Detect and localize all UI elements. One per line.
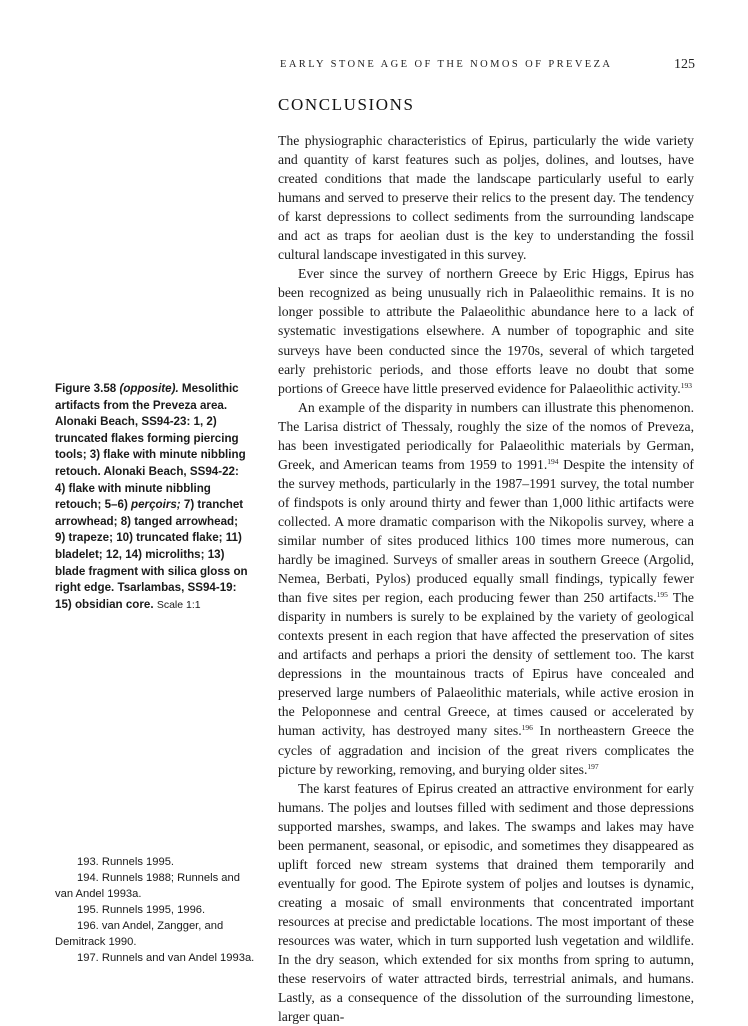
running-head: EARLY STONE AGE OF THE NOMOS OF PREVEZA [280, 59, 613, 70]
paragraph-3-text-d: In northeastern Greece the cycles of aggradation and incision of the great rivers complicates the picture by reworking, removing, and burying older sites. [278, 723, 694, 777]
caption-text-b: 7) tranchet arrowhead; 8) tanged arrowhead; 9) trapeze; 10) truncated flake; 11) bladelet; 12, 14) microliths; 13) blade fragment with silica gloss on right edge. Tsarlambas, SS94-19: 15) obsidian core. [55, 498, 248, 611]
paragraph-3-text-c: The disparity in numbers is surely to be explained by the variety of geological contexts present in each region that have affected the preservation of sites and artifacts and perhaps a priori the density of settlement too. The karst depressions in the mountainous tracts of Epirus have concealed and preserved large numbers of Palaeolithic materials, while active erosion in the Peloponnese and central Greece, at times caused or accelerated by human activity, has destroyed many sites. [278, 590, 694, 739]
page-number: 125 [674, 57, 695, 72]
paragraph-2-text: Ever since the survey of northern Greece by Eric Higgs, Epirus has been recognized as being unusually rich in Palaeolithic remains. It is no longer possible to attribute the Palaeolithic abundance here to a lack of systematic investigations elsewhere. A number of topographic and site surveys have been conducted since the 1970s, several of which targeted early prehistoric periods, and those efforts leave no doubt that some portions of Greece have little preserved evidence for Palaeolithic activity. [278, 266, 694, 396]
paragraph-2 [278, 264, 694, 397]
caption-opposite: (opposite). [119, 382, 179, 395]
footnote-ref-195[interactable]: 195 [656, 590, 668, 600]
footnote-ref-193[interactable]: 193 [680, 380, 692, 390]
footnote-194: 194. Runnels 1988; Runnels and van Andel 1993a. [55, 872, 240, 900]
paragraph-4: The karst features of Epirus created an attractive environment for early humans. The poljes and loutses filled with sediment and those depressions supported marshes, swamps, and lakes. The swamps and lakes may have been permanent, seasonal, or episodic, and sometimes they disappeared as uplift forced new stream systems that drained them temporarily and eventually for good. The Epirote system of poljes and loutses is dynamic, creating a mosaic of small environments that concentrated important resources at precise and predictable locations. The most important of these resources was water, which in turn supported lush vegetation and wildlife. In the dry season, which extended for six months from spring to autumn, these reservoirs of water attracted birds, terrestrial animals, and humans. Lastly, as a consequence of the dissolution of the surrounding limestone, larger quan- [278, 780, 694, 1025]
paragraph-3-text-a: An example of the disparity in numbers can illustrate this phenomenon. The Larisa district of Thessaly, roughly the size of the nomos of Preveza, has been investigated periodically for Palaeolithic materials by German, Greek, and American teams from 1959 to 1991. [278, 399, 694, 472]
footnote-ref-196[interactable]: 196 [521, 723, 533, 733]
footnote-193: 193. Runnels 1995. [77, 856, 175, 868]
caption-text-a: Mesolithic artifacts from the Preveza area. Alonaki Beach, SS94-23: 1, 2) truncated flakes forming piercing tools; 3) flake with minute nibbling retouch. Alonaki Beach, SS94-22: 4) flake with minute nibbling retouch; 5–6) [55, 382, 246, 512]
footnotes [55, 854, 255, 966]
figure-caption [55, 381, 251, 613]
caption-percoirs: perçoirs; [131, 498, 181, 512]
footnote-197: 197. Runnels and van Andel 1993a. [77, 952, 255, 964]
caption-label: Figure 3.58 [55, 382, 117, 395]
section-title: CONCLUSIONS [278, 95, 415, 114]
body-text [278, 131, 694, 1026]
footnote-ref-197[interactable]: 197 [587, 761, 599, 771]
caption-scale: Scale 1:1 [156, 598, 201, 611]
paragraph-3-text-b: Despite the intensity of the survey methods, particularly in the 1987–1991 survey, the total number of findspots is only around thirty and fewer than 1,000 lithic artifacts were collected. A more dramatic comparison with the Nikopolis survey, where a similar number of sites produced lithics 100 times more numerous, can hardly be imagined. Surveys of smaller areas in southern Greece (Argolid, Nemea, Berbati, Pylos) produced equally small findings, typically fewer than five sites per region, each producing fewer than 250 artifacts. [278, 456, 694, 606]
footnote-ref-194[interactable]: 194 [547, 456, 559, 466]
paragraph-3 [278, 398, 694, 779]
paragraph-1: The physiographic characteristics of Epirus, particularly the wide variety and quantity of karst features such as poljes, dolines, and loutses, have created conditions that made the landscape particularly useful to early humans and served to preserve their relics to the present day. The tendency of karst depressions to collect sediments from the surrounding landscape and act as traps for aeolian dust is the key to understanding the fossil cultural landscape investigated in this survey. [278, 133, 694, 263]
footnote-196: 196. van Andel, Zangger, and Demitrack 1990. [55, 920, 224, 948]
footnote-195: 195. Runnels 1995, 1996. [77, 904, 206, 916]
